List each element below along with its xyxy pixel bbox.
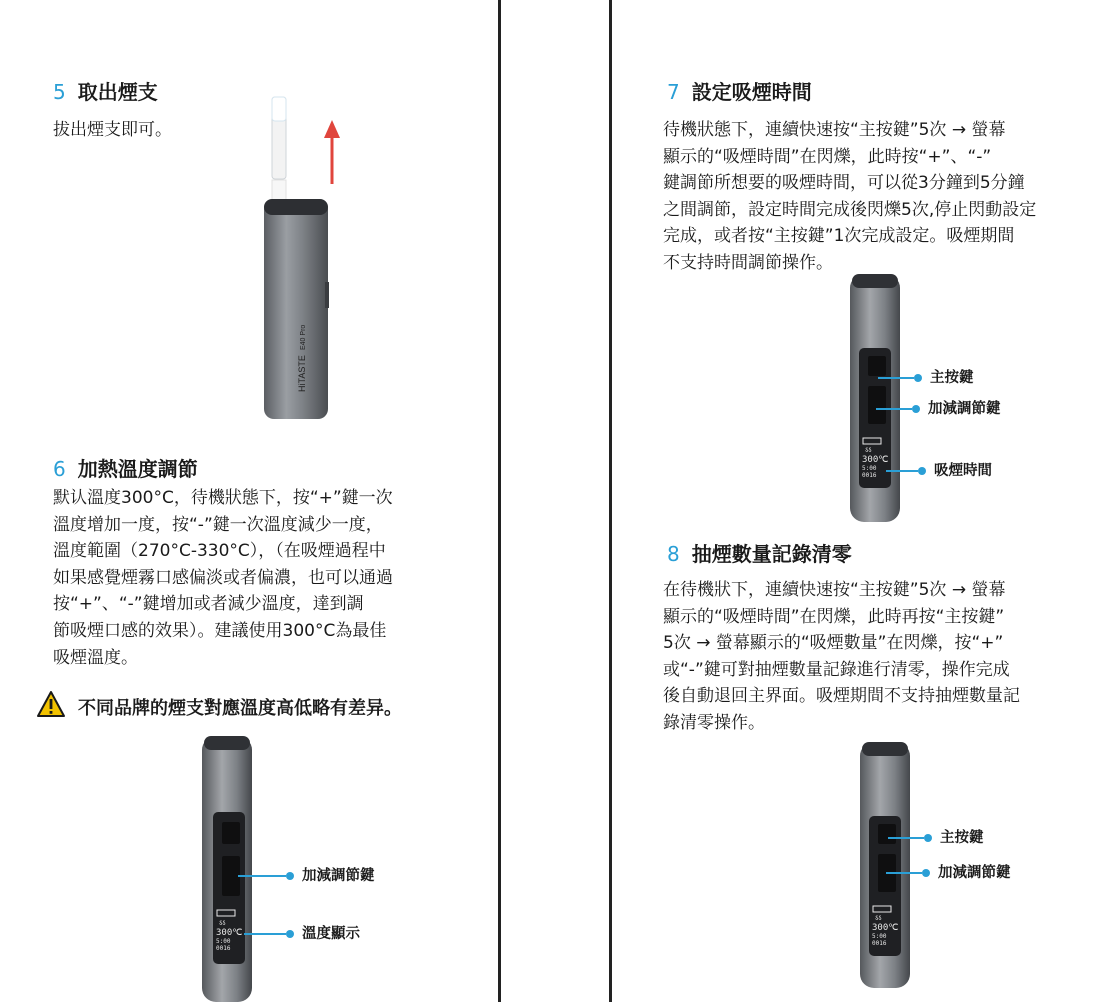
- section-8-title: [667, 538, 852, 567]
- section-7-line: 之間調節，設定時間完成後閃爍5次,停止閃動設定: [663, 199, 1037, 220]
- callout-smoke-time: 吸煙時間: [886, 459, 992, 480]
- screen-temp: 300℃: [862, 455, 889, 465]
- section-7-number: 7: [667, 80, 680, 104]
- callout-adjust-key-3: 加減調節鍵: [886, 861, 1011, 882]
- section-7-heading: 設定吸煙時間: [691, 80, 812, 104]
- section-5-number: 5: [53, 80, 66, 104]
- callout-adjust-key-1: 加減調節鍵: [238, 864, 375, 885]
- screen-count: 0016: [872, 940, 887, 947]
- section-6-body: [53, 485, 393, 671]
- section-8-heading: 抽煙數量記錄清零: [691, 542, 852, 566]
- svg-text:ऽऽ: ऽऽ: [865, 446, 872, 454]
- section-7-line: 鍵調節所想要的吸煙時間，可以從3分鐘到5分鐘: [663, 173, 1025, 194]
- section-8-body: [663, 577, 1020, 737]
- section-5-title: [53, 76, 158, 105]
- section-8-line: 錄清零操作。: [663, 712, 765, 733]
- callout-main-key-2: 主按鍵: [888, 826, 984, 847]
- section-8-line: 後自動退回主界面。吸煙期間不支持抽煙數量記: [663, 686, 1020, 707]
- screen-temp: 300℃: [216, 928, 243, 938]
- section-6-line: 按“+”、“-”鍵增加或者減少溫度，達到調: [53, 594, 364, 615]
- section-5-heading: 取出煙支: [77, 80, 158, 104]
- svg-text:ऽऽ: ऽऽ: [875, 914, 882, 922]
- section-8-number: 8: [667, 542, 680, 566]
- section-6-line: 默认溫度300°C，待機狀態下，按“+”鍵一次: [53, 488, 393, 508]
- section-7-body: [663, 117, 1036, 277]
- section-6-heading: 加熱溫度調節: [77, 457, 198, 481]
- screen-count: 0016: [862, 472, 877, 479]
- column-divider-left: [498, 0, 501, 1002]
- screen-time: 5:00: [862, 465, 877, 472]
- section-7-line: 待機狀態下，連續快速按“主按鍵”5次 → 螢幕: [663, 120, 1006, 140]
- screen-temp: 300℃: [872, 923, 899, 933]
- column-divider-right: [609, 0, 612, 1002]
- section-7-line: 完成，或者按“主按鍵”1次完成設定。吸煙期間: [663, 226, 1015, 247]
- section-6-title: [53, 453, 198, 482]
- section-8-line: 在待機狀下，連續快速按“主按鍵”5次 → 螢幕: [663, 580, 1006, 600]
- device-extract-image: [255, 92, 355, 427]
- warning-text: 不同品牌的煙支對應溫度高低略有差异。: [78, 698, 402, 719]
- callout-temp-display: 溫度顯示: [244, 922, 360, 943]
- section-6-line: 溫度範圍（270°C-330°C），（在吸煙過程中: [53, 541, 386, 562]
- section-7-line: 不支持時間調節操作。: [663, 252, 833, 273]
- section-6-line: 節吸煙口感的效果）。建議使用300°C為最佳: [53, 620, 387, 641]
- section-6-line: 溫度增加一度，按“-”鍵一次溫度減少一度，: [53, 514, 383, 535]
- svg-text:ऽऽ: ऽऽ: [219, 919, 226, 927]
- device-model-text: E40 Pro: [300, 324, 307, 350]
- device-brand-text: HiTASTE: [297, 355, 307, 392]
- section-7-line: 顯示的“吸煙時間”在閃爍，此時按“+”、“-”: [663, 146, 992, 167]
- section-7-title: [667, 76, 812, 105]
- callout-main-key-1: 主按鍵: [878, 366, 974, 387]
- section-8-line: 或“-”鍵可對抽煙數量記錄進行清零，操作完成: [663, 659, 1010, 680]
- screen-time: 5:00: [216, 938, 231, 945]
- callout-adjust-key-2: 加減調節鍵: [876, 397, 1001, 418]
- section-6-line: 吸煙溫度。: [53, 647, 138, 668]
- section-6-line: 如果感覺煙霧口感偏淡或者偏濃，也可以通過: [53, 567, 393, 588]
- section-8-line: 顯示的“吸煙時間”在閃爍，此時再按“主按鍵”: [663, 606, 1005, 627]
- section-6-number: 6: [53, 457, 66, 481]
- warning-icon: [36, 690, 66, 718]
- screen-count: 0016: [216, 945, 231, 952]
- screen-time: 5:00: [872, 933, 887, 940]
- section-8-line: 5次 → 螢幕顯示的“吸煙數量”在閃爍，按“+”: [663, 633, 1004, 654]
- section-5-body: 拔出煙支即可。: [53, 120, 172, 140]
